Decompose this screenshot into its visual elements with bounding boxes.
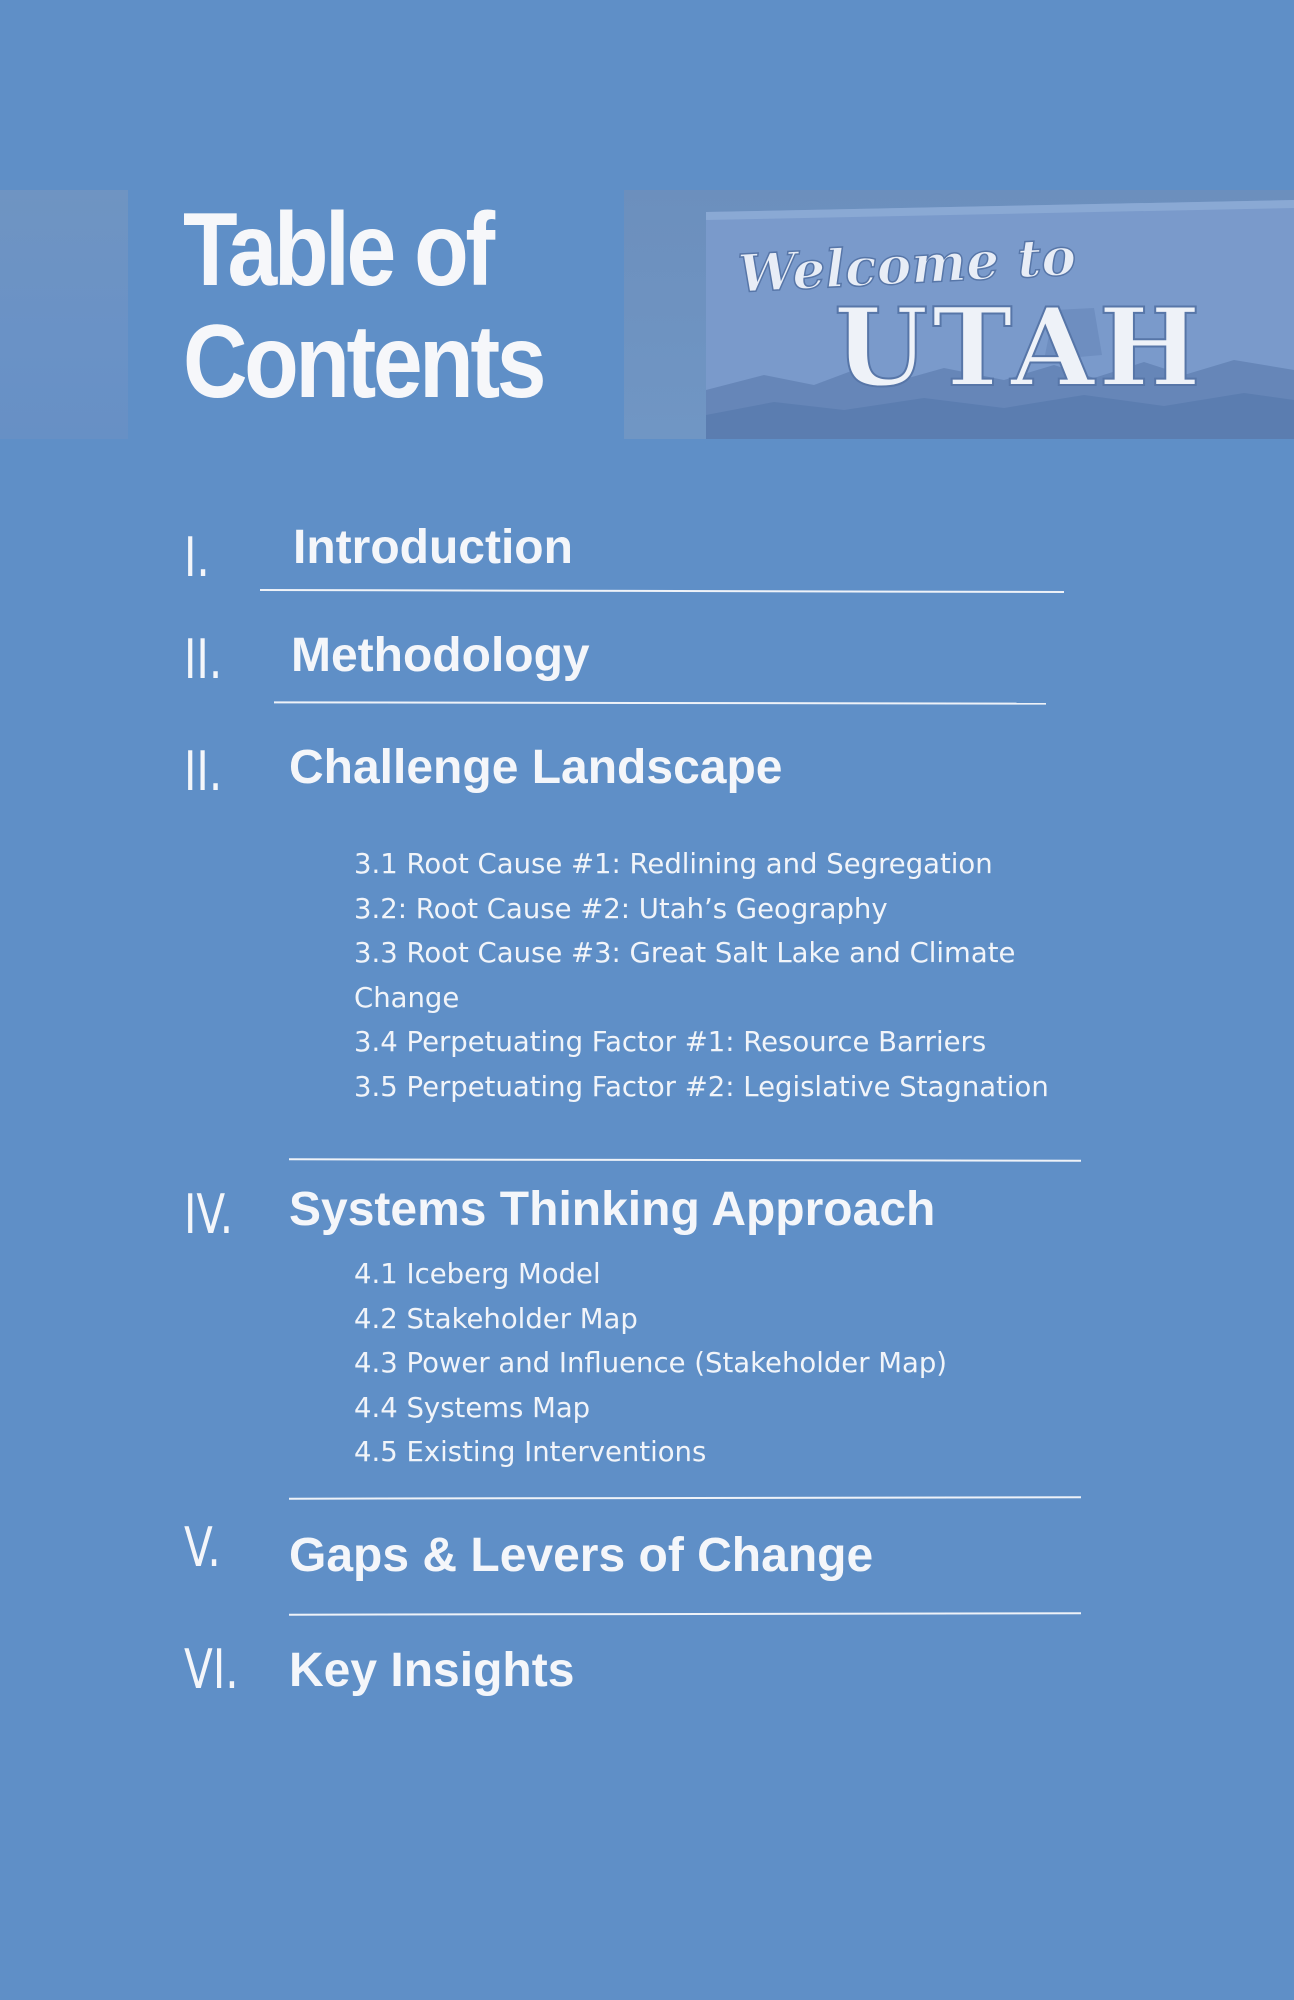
section-numeral-4: IV. [184,1183,234,1246]
divider-4 [289,1496,1081,1499]
toc-subitem: 3.4 Perpetuating Factor #1: Resource Barriers [354,1026,987,1058]
toc-subitem: 4.3 Power and Influence (Stakeholder Map) [354,1347,948,1379]
section-numeral-2: II. [184,628,223,691]
section-heading-gaps-levers: Gaps & Levers of Change [289,1529,874,1582]
toc-subitem: 3.2: Root Cause #2: Utah’s Geography [354,892,888,925]
toc-subitem: 3.1 Root Cause #1: Redlining and Segregation [354,848,993,880]
toc-subitem: 4.4 Systems Map [354,1391,591,1424]
section-numeral-6: VI. [184,1638,239,1701]
utah-welcome-sign-image [624,190,1294,439]
section-heading-systems-thinking: Systems Thinking Approach [289,1183,936,1236]
toc-subitem: 4.5 Existing Interventions [354,1436,707,1468]
toc-subitem: 3.5 Perpetuating Factor #2: Legislative Stagnation [354,1070,1049,1103]
section-heading-introduction: Introduction [293,521,573,574]
section-numeral-1: I. [184,526,210,589]
divider-2 [274,701,1046,704]
section-heading-challenge-landscape: Challenge Landscape [289,741,783,794]
section-heading-key-insights: Key Insights [289,1644,575,1697]
section-numeral-5: V. [184,1516,221,1579]
sign-main-text: UTAH [834,285,1205,411]
systems-thinking-subitems [354,1252,1054,1475]
toc-subitem: 4.2 Stakeholder Map [354,1302,638,1335]
toc-subitem: 3.3 Root Cause #3: Great Salt Lake and Climate Change [354,937,1016,1014]
toc-subitem: 4.1 Iceberg Model [354,1258,601,1290]
welcome-sign-illustration [624,190,1294,439]
sign-script-text: Welcome to [736,226,1078,305]
section-numeral-3: II. [184,740,223,803]
divider-1 [260,589,1064,593]
title-line-2: Contents [183,304,544,420]
challenge-landscape-subitems [354,842,1054,1109]
section-heading-methodology: Methodology [291,629,590,682]
banner-photo-left [0,190,128,439]
page-title [183,194,543,418]
title-line-1: Table of [183,192,492,308]
divider-3 [289,1158,1081,1161]
divider-5 [289,1612,1081,1615]
